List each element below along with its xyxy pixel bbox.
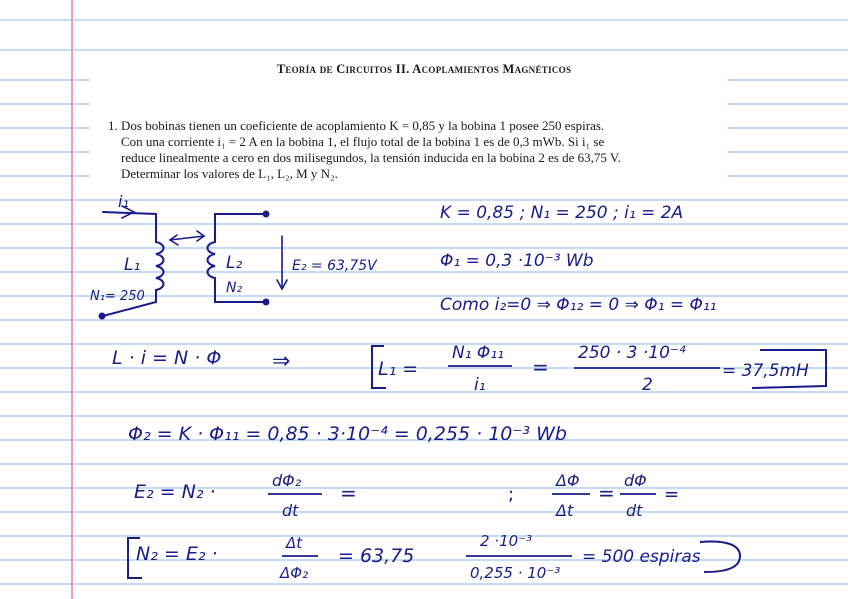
label-i1: i₁ [118, 192, 129, 211]
problem-line: Dos bobinas tienen un coeficiente de acoplamiento K = 0,85 y la bobina 1 posee 250 espiras. [121, 118, 605, 133]
eq-l-l1: L₁ = [378, 358, 419, 380]
eq-e2-frac-num: dΦ₂ [272, 471, 302, 490]
eq-n2-frac-num: Δt [286, 534, 303, 552]
problem-line: reduce linealmente a cero en dos milisegundos, la tensión inducida en la bobina 2 es de 63,75 V. [121, 150, 621, 165]
problem-line: Determinar los valores de L₁, L₂, M y N₂. [121, 166, 338, 181]
eq-e2-lhs: E₂ = N₂ · [134, 481, 216, 503]
document-title: Teoría de Circuitos II. Acoplamientos Magnéticos [276, 62, 572, 76]
eq-l-frac-den: i₁ [474, 375, 486, 395]
eq-l-arrow: ⇒ [272, 349, 291, 374]
problem-text [121, 118, 696, 182]
eq-e2-eq: = [340, 481, 357, 505]
eq-n2-lhs: N₂ = E₂ · [136, 543, 218, 565]
eq-e2-ratio2-num: dΦ [624, 471, 647, 490]
problem-number: 1. [108, 118, 118, 133]
eq-n2-val-den: 0,255 · 10⁻³ [470, 564, 561, 582]
label-E2: E₂ = 63,75V [292, 258, 377, 274]
label-L1: L₁ [124, 255, 141, 275]
label-N1: N₁= 250 [90, 289, 145, 304]
eq-e2-ratio2-den: dt [626, 501, 643, 520]
result-n2-box [700, 542, 740, 572]
eq-l-frac-num: N₁ Φ₁₁ [452, 343, 504, 363]
eq-n2-val-num: 2 ·10⁻³ [480, 532, 533, 550]
eq-l-val-den: 2 [642, 375, 653, 395]
label-L2: L₂ [226, 253, 243, 273]
eq-n2-eq: = 63,75 [338, 545, 415, 567]
eq-l-result: = 37,5mH [722, 361, 809, 381]
eq-e2-ratio-den: Δt [556, 501, 574, 520]
eq-e2-frac-den: dt [282, 501, 299, 520]
eq-e2-ratio-num: ΔΦ [556, 471, 580, 490]
givens-line-3: Como i₂=0 ⇒ Φ₁₂ = 0 ⇒ Φ₁ = Φ₁₁ [440, 295, 717, 315]
eq-phi2: Φ₂ = K · Φ₁₁ = 0,85 · 3·10⁻⁴ = 0,255 · 10⁻³ Wb [128, 423, 567, 445]
givens-line-2: Φ₁ = 0,3 ·10⁻³ Wb [440, 251, 594, 271]
eq-e2-eq3: = [664, 484, 680, 505]
eq-l-lhs: L · i = N · Φ [112, 347, 222, 369]
problem-line: Con una corriente i₁ = 2 A en la bobina 1, el flujo total de la bobina 1 es de 0,3 mWb. Si i₁ se [121, 134, 605, 149]
eq-l-eq: = [532, 355, 549, 379]
eq-e2-eq2: = [598, 481, 615, 505]
eq-l-val-num: 250 · 3 ·10⁻⁴ [578, 343, 686, 363]
eq-n2-frac-den: ΔΦ₂ [280, 564, 309, 582]
eq-n2-result: = 500 espiras [582, 547, 701, 567]
eq-e2-sep: ; [508, 484, 515, 505]
label-N2: N₂ [226, 280, 243, 296]
givens-line-1: K = 0,85 ; N₁ = 250 ; i₁ = 2A [440, 203, 684, 223]
